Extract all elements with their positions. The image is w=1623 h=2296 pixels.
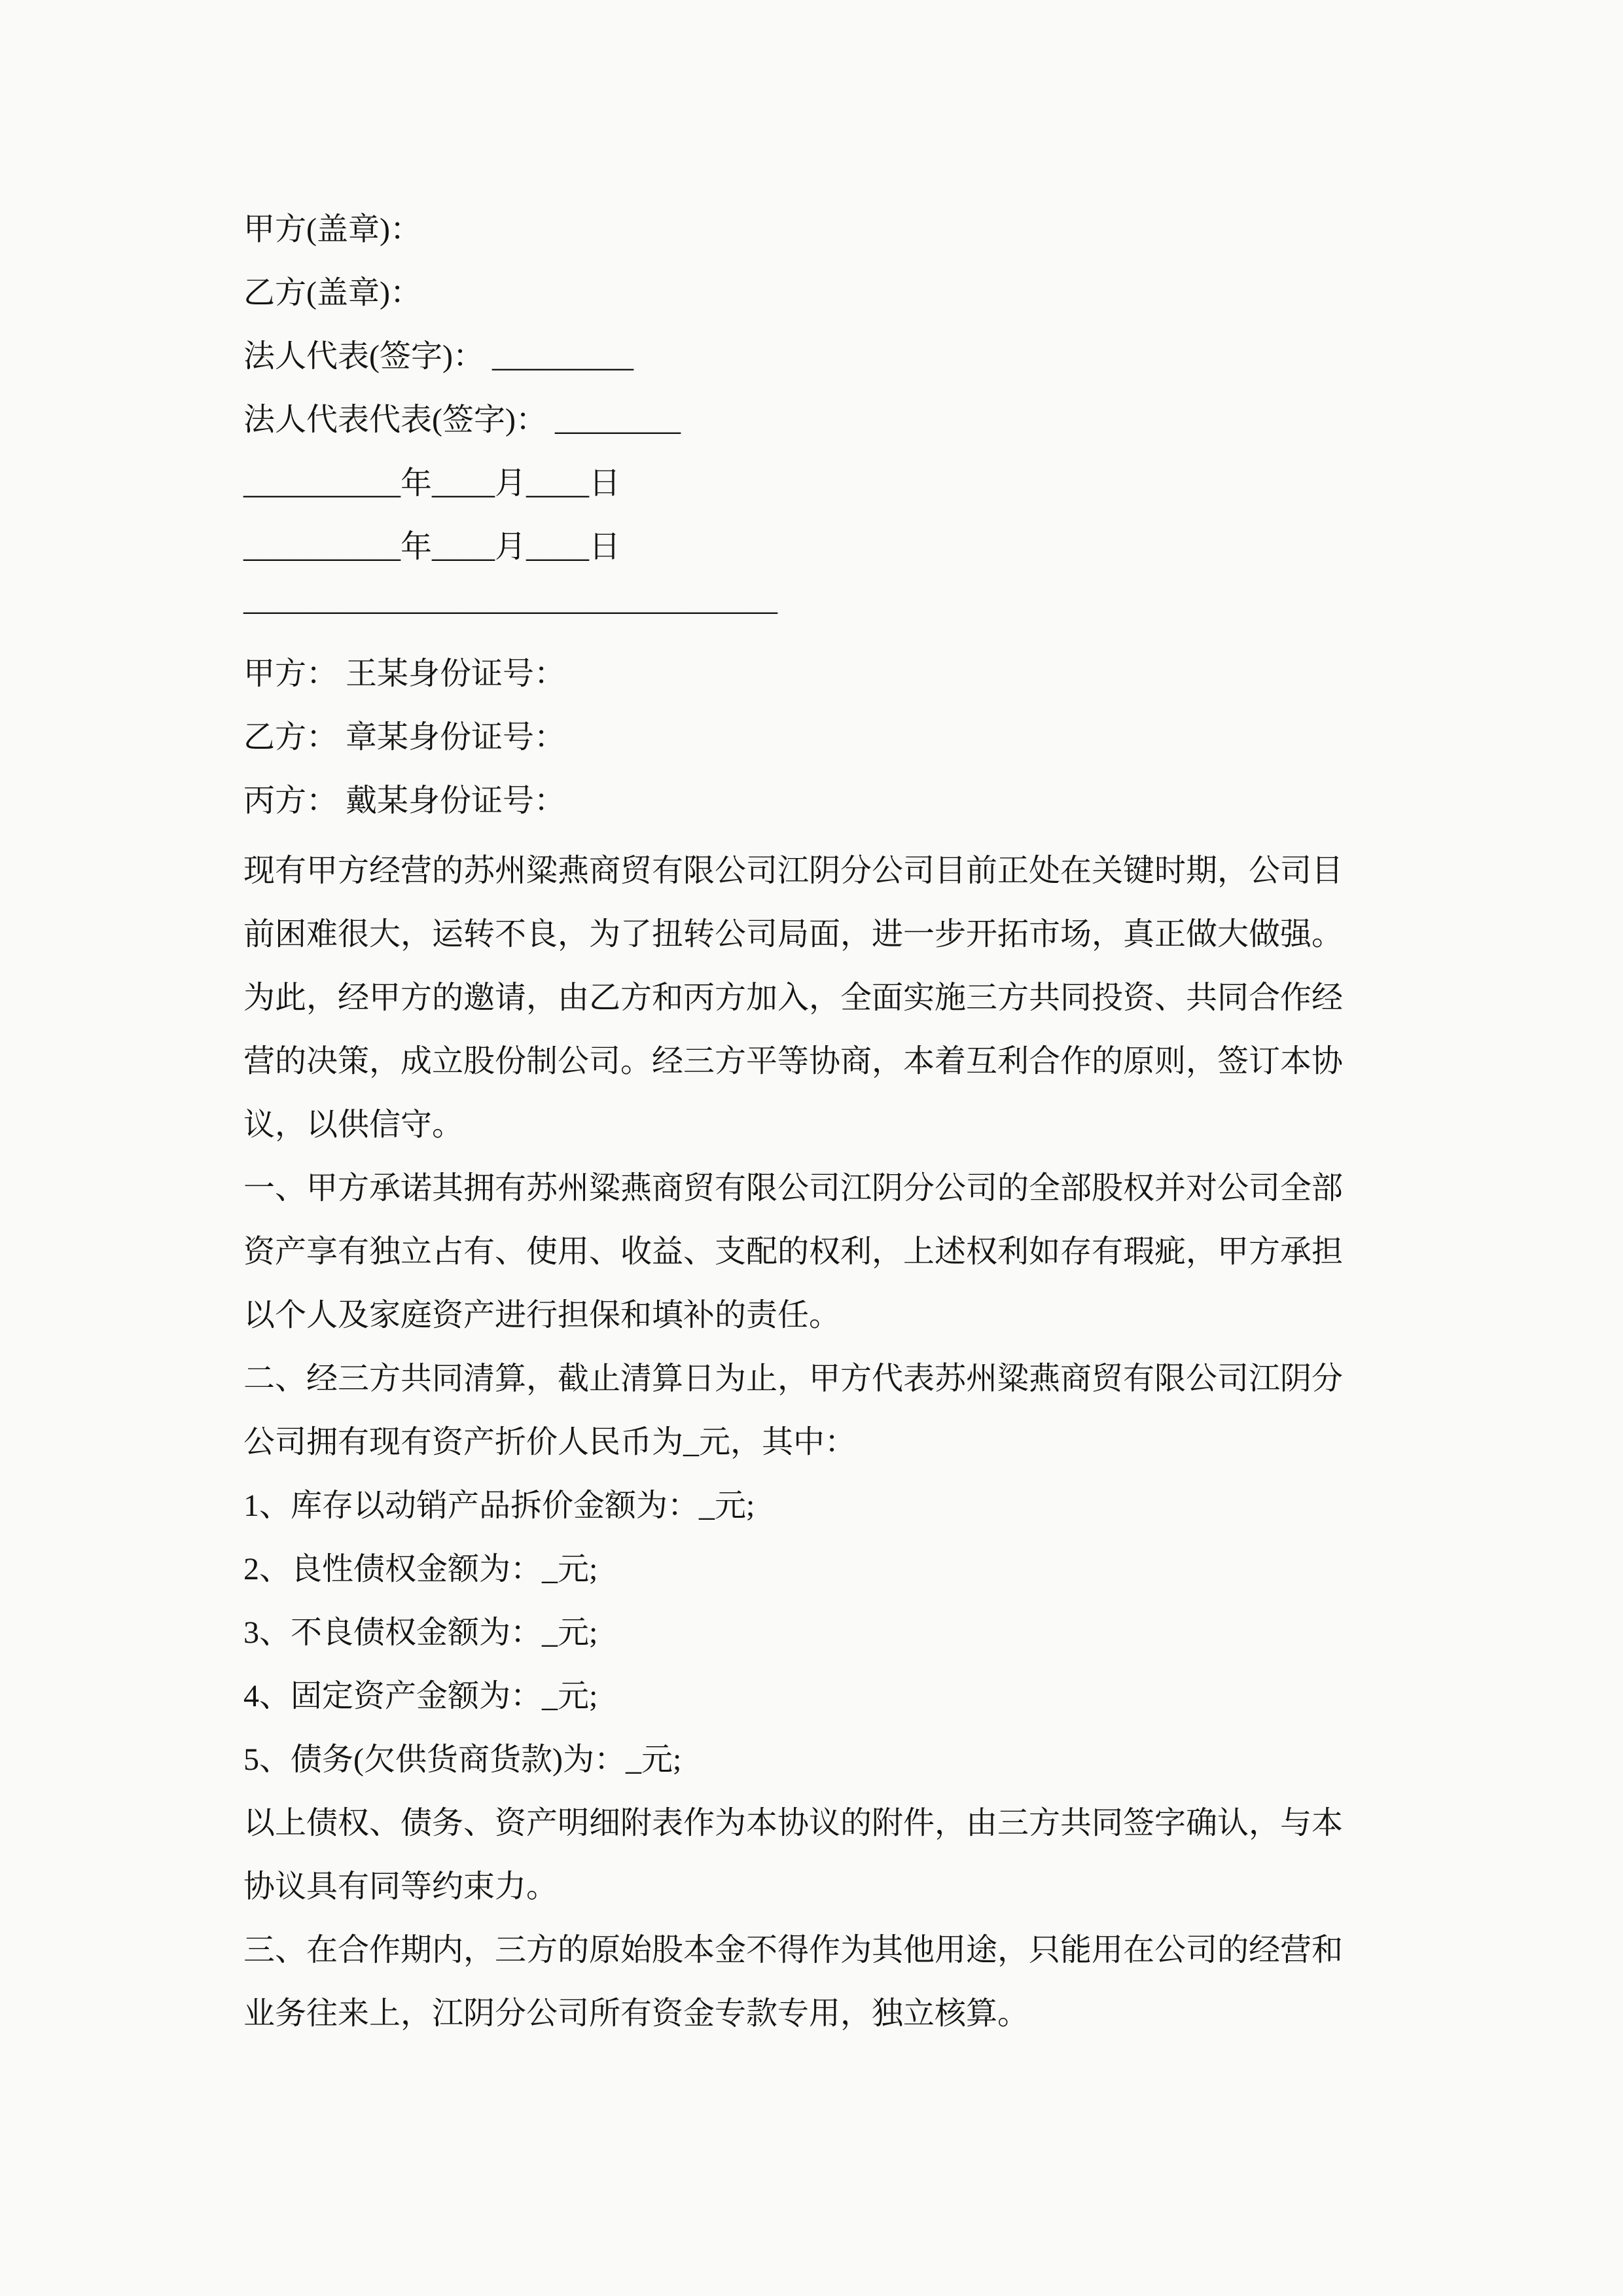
date-blank-line: __________年____月____日 [243,529,621,564]
date-blank-line: __________年____月____日 [243,466,621,501]
party-c-id-line: 丙方： 戴某身份证号： [243,783,566,818]
party-b-id-line: 乙方： 章某身份证号： [243,720,566,755]
asset-item-1: 1、库存以动销产品拆价金额为：_元; [243,1488,755,1523]
party-a-id-line: 甲方： 王某身份证号： [243,656,566,691]
legal-rep-signature-line: 法人代表(签字)： _________ [243,339,633,374]
asset-item-2: 2、良性债权金额为：_元; [243,1552,598,1587]
clause-3-paragraph: 三、在合作期内，三方的原始股本金不得作为其他用途，只能用在公司的经营和业务往来上，江阴分公司所有资金专款专用，独立核算。 [243,1933,1344,2031]
attachment-note-paragraph: 以上债权、债务、资产明细附表作为本协议的附件，由三方共同签字确认，与本协议具有同等约束力。 [243,1806,1344,1904]
clause-2-paragraph: 二、经三方共同清算，截止清算日为止，甲方代表苏州粱燕商贸有限公司江阴分公司拥有现有资产折价人民币为_元，其中： [243,1361,1344,1460]
party-a-seal-line: 甲方(盖章)： [243,212,421,247]
asset-item-3: 3、不良债权金额为：_元; [243,1615,598,1650]
asset-item-4: 4、固定资产金额为：_元; [243,1679,598,1713]
legal-rep-rep-signature-line: 法人代表代表(签字)： ________ [243,403,681,437]
document-text-area [243,198,1364,2045]
parties-block [243,642,1364,833]
clause-1-paragraph: 一、甲方承诺其拥有苏州粱燕商贸有限公司江阴分公司的全部股权并对公司全部资产享有独立占有、使用、收益、支配的权利，上述权利如存有瑕疵，甲方承担以个人及家庭资产进行担保和填补的责任。 [243,1171,1344,1333]
agreement-body [243,839,1364,2045]
asset-item-5: 5、债务(欠供货商货款)为：_元; [243,1742,682,1777]
signature-block [243,198,1364,579]
intro-paragraph: 现有甲方经营的苏州粱燕商贸有限公司江阴分公司目前正处在关键时期，公司目前困难很大，运转不良，为了扭转公司局面，进一步开拓市场，真正做大做强。为此，经甲方的邀请，由乙方和丙方加入，全面实施三方共同投资、共同合作经营的决策，成立股份制公司。经三方平等协商，本着互利合作的原则，签订本协议，以供信守。 [243,853,1344,1142]
separator-dash-line: ————————————————— [243,593,777,628]
party-b-seal-line: 乙方(盖章)： [243,276,421,310]
